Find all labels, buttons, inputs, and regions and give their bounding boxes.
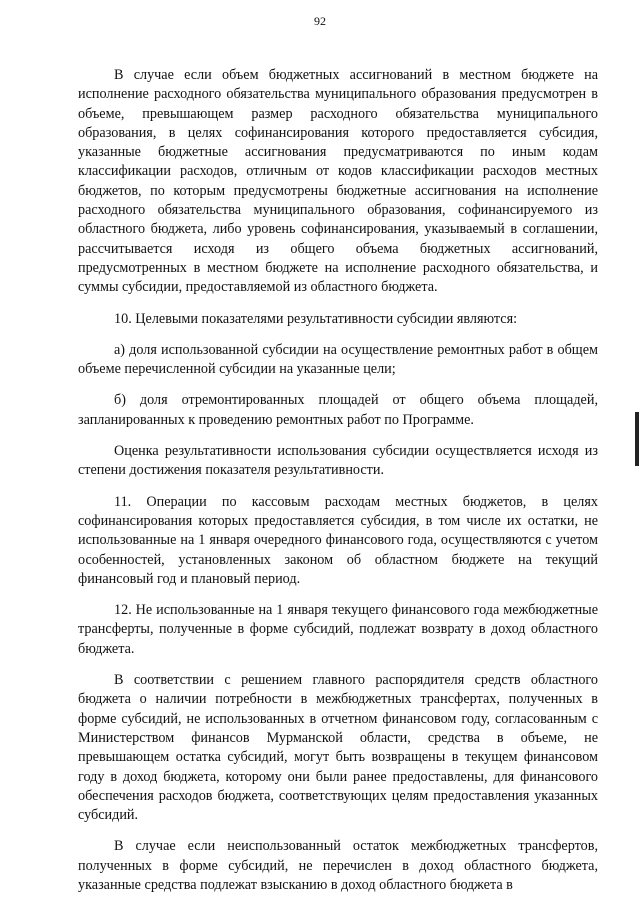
paragraph-return-decision: В соответствии с решением главного распорядителя средств областного бюджета о наличии потребности в межбюджетных трансфертах, полученных в форме субсидий, не использованных в отчетном финансовом году, согласованным с Министерством финансов Мурманской области, средства в объеме, не превышающем остатка субсидий, могут быть возвращены в текущем финансовом году в доход бюджета, которому они были ранее предоставлены, для финансового обеспечения расходов бюджета, соответствующих целям предоставления указанных субсидий. — [78, 672, 598, 824]
paragraph-item-10-b: б) доля отремонтированных площадей от общего объема площадей, запланированных к проведению ремонтных работ по Программе. — [78, 392, 598, 428]
page-number: 92 — [314, 14, 326, 28]
paragraph-item-11: 11. Операции по кассовым расходам местных бюджетов, в целях софинансирования которых предоставляется субсидия, в том числе их остатки, не использованные на 1 января очередного финансового года, осуществляются с учетом особенностей, установленных законом об областном бюджете на текущий финансовый год и плановый период. — [78, 493, 598, 587]
paragraph-item-10-a: а) доля использованной субсидии на осуществление ремонтных работ в общем объеме перечисленной субсидии на указанные цели; — [78, 341, 598, 378]
paragraph-unused-balance: В случае если неиспользованный остаток межбюджетных трансфертов, полученных в форме субсидий, не перечислен в доход областного бюджета, указанные средства подлежат взысканию в доход областного бюджета в — [78, 838, 598, 893]
paragraph-item-10: 10. Целевыми показателями результативности субсидии являются: — [114, 310, 518, 327]
paragraph-effectiveness-evaluation: Оценка результативности использования субсидии осуществляется исходя из степени достижения показателя результативности. — [78, 443, 598, 479]
paragraph-budget-allocations: В случае если объем бюджетных ассигнований в местном бюджете на исполнение расходного обязательства муниципального образования предусмотрен в объеме, превышающем размер расходного обязательства муниципального образования, в целях софинансирования которого предоставляется субсидия, указанные бюджетные ассигнования предусматриваются по иным кодам классификации расходов, отличным от кодов классификации расходов местных бюджетов, по которым предусмотрены бюджетные ассигнования на исполнение расходного обязательства муниципального образования, софинансируемого из областного бюджета, либо уровень софинансирования, указываемый в соглашении, рассчитывается исходя из общего объема бюджетных ассигнований, предусмотренных в местном бюджете на исполнение расходного обязательства, и суммы субсидии, предоставляемой из областного бюджета. — [78, 67, 598, 296]
scan-margin-mark — [635, 412, 639, 466]
document-body — [78, 66, 598, 907]
paragraph-item-12: 12. Не использованные на 1 января текущего финансового года межбюджетные трансферты, полученные в форме субсидий, подлежат возврату в доход областного бюджета. — [78, 602, 598, 657]
